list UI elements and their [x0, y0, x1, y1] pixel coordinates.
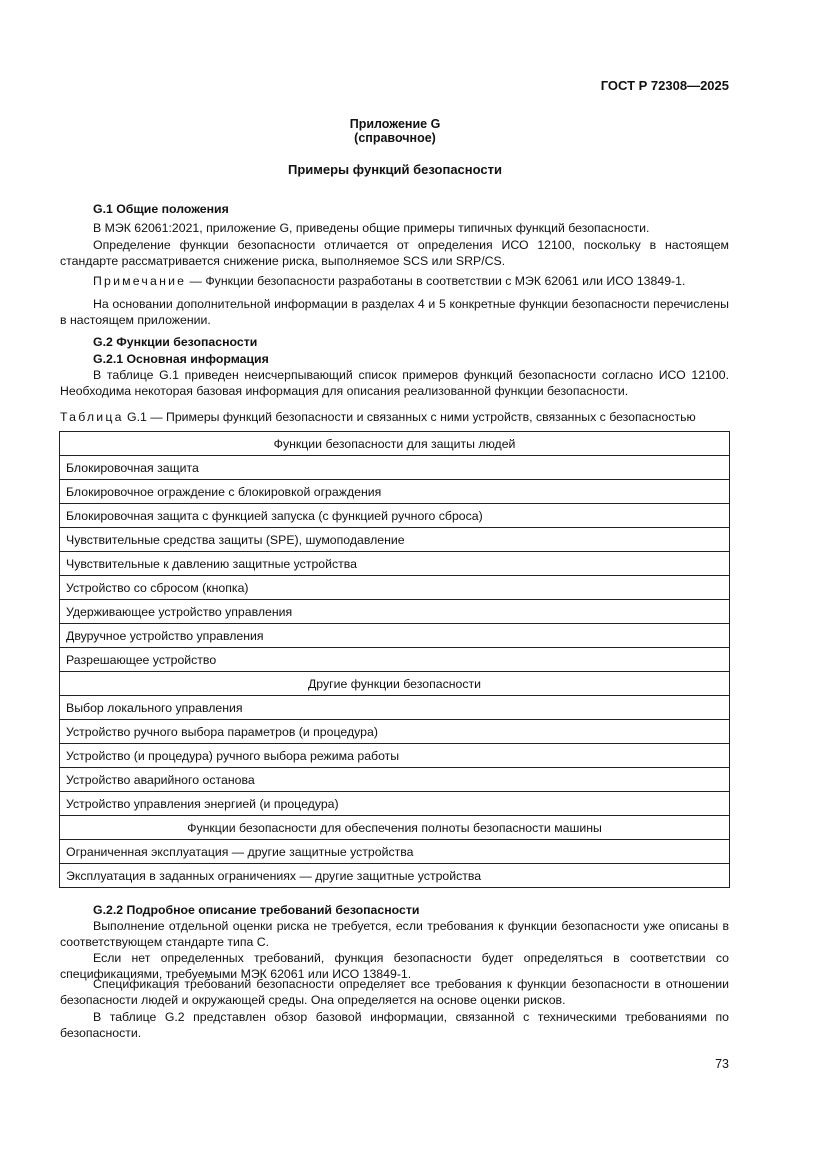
- section-g22-paragraph-2: Если нет определенных требований, функция безопасности будет определяться в соответствии со спецификациями, требуемыми МЭК 62061 или ИСО 13849-1.: [60, 951, 729, 982]
- section-g22-paragraph-1: Выполнение отдельной оценки риска не требуется, если требования к функции безопасности уже описаны в соответствующем стандарте типа C.: [60, 919, 729, 950]
- table-group-header: Другие функции безопасности: [60, 672, 730, 696]
- table-cell: Устройство (и процедура) ручного выбора режима работы: [60, 744, 730, 768]
- table-row: [60, 600, 730, 624]
- table-cell: Чувствительные к давлению защитные устройства: [60, 552, 730, 576]
- table-row: [60, 840, 730, 864]
- section-g2-heading: G.2 Функции безопасности: [93, 335, 258, 349]
- note-label: Примечание: [93, 274, 187, 288]
- table-row: [60, 480, 730, 504]
- table-cell: Блокировочное ограждение с блокировкой ограждения: [60, 480, 730, 504]
- table-group-header: Функции безопасности для обеспечения полноты безопасности машины: [60, 816, 730, 840]
- table-body: [60, 432, 730, 888]
- page-number: 73: [715, 1057, 729, 1071]
- table-row: [60, 456, 730, 480]
- note-text: — Функции безопасности разработаны в соответствии с МЭК 62061 или ИСО 13849-1.: [186, 274, 686, 288]
- table-row: [60, 792, 730, 816]
- section-g1-paragraph-2: Определение функции безопасности отличается от определения ИСО 12100, поскольку в настоящем стандарте рассматривается снижение риска, выполняемое SCS или SRP/CS.: [60, 238, 729, 269]
- document-code: ГОСТ Р 72308—2025: [600, 78, 729, 93]
- safety-functions-table: [59, 431, 730, 888]
- table-group-row: [60, 432, 730, 456]
- table-cell: Ограниченная эксплуатация — другие защитные устройства: [60, 840, 730, 864]
- table-cell: Чувствительные средства защиты (SPE), шумоподавление: [60, 528, 730, 552]
- table-cell: Устройство управления энергией (и процедура): [60, 792, 730, 816]
- table-row: [60, 624, 730, 648]
- table-cell: Удерживающее устройство управления: [60, 600, 730, 624]
- table-group-row: [60, 816, 730, 840]
- table-caption: [60, 410, 740, 424]
- section-g1-note: [60, 273, 729, 289]
- section-g1-paragraph-3: На основании дополнительной информации в разделах 4 и 5 конкретные функции безопасности перечислены в настоящем приложении.: [60, 297, 729, 328]
- table-cell: Устройство ручного выбора параметров (и процедура): [60, 720, 730, 744]
- table-caption-label: Таблица: [60, 410, 124, 424]
- table-caption-text: G.1 — Примеры функций безопасности и связанных с ними устройств, связанных с безопасностью: [123, 410, 696, 424]
- table-cell: Устройство со сбросом (кнопка): [60, 576, 730, 600]
- table-cell: Блокировочная защита с функцией запуска (с функцией ручного сброса): [60, 504, 730, 528]
- table-cell: Разрешающее устройство: [60, 648, 730, 672]
- table-cell: Блокировочная защита: [60, 456, 730, 480]
- table-cell: Устройство аварийного останова: [60, 768, 730, 792]
- table-row: [60, 552, 730, 576]
- section-g21-paragraph: В таблице G.1 приведен неисчерпывающий список примеров функций безопасности согласно ИСО 12100. Необходима некоторая базовая информация для описания реализованной функции безопасности.: [60, 368, 729, 399]
- section-g1-paragraph-1: В МЭК 62061:2021, приложение G, приведены общие примеры типичных функций безопасности.: [93, 221, 650, 235]
- appendix-subtitle: (справочное): [354, 131, 436, 145]
- table-row: [60, 576, 730, 600]
- table-cell: Эксплуатация в заданных ограничениях — другие защитные устройства: [60, 864, 730, 888]
- table-row: [60, 504, 730, 528]
- table-group-row: [60, 672, 730, 696]
- section-g22-paragraph-3: Спецификация требований безопасности определяет все требования к функции безопасности в отношении безопасности людей и окружающей среды. Она определяется на основе оценки рисков.: [60, 977, 729, 1008]
- table-row: [60, 744, 730, 768]
- table-row: [60, 864, 730, 888]
- table-cell: Двуручное устройство управления: [60, 624, 730, 648]
- appendix-title: Приложение G: [349, 117, 441, 131]
- appendix-heading: Примеры функций безопасности: [287, 162, 503, 177]
- section-g22-paragraph-4: В таблице G.2 представлен обзор базовой информации, связанной с техническими требованиями по безопасности.: [60, 1010, 729, 1041]
- table-row: [60, 720, 730, 744]
- table-row: [60, 696, 730, 720]
- section-g21-heading: G.2.1 Основная информация: [93, 352, 269, 366]
- section-g22-heading: G.2.2 Подробное описание требований безопасности: [93, 903, 420, 917]
- table-cell: Выбор локального управления: [60, 696, 730, 720]
- table-group-header: Функции безопасности для защиты людей: [60, 432, 730, 456]
- table-row: [60, 768, 730, 792]
- table-row: [60, 648, 730, 672]
- table-row: [60, 528, 730, 552]
- section-g1-heading: G.1 Общие положения: [93, 202, 229, 216]
